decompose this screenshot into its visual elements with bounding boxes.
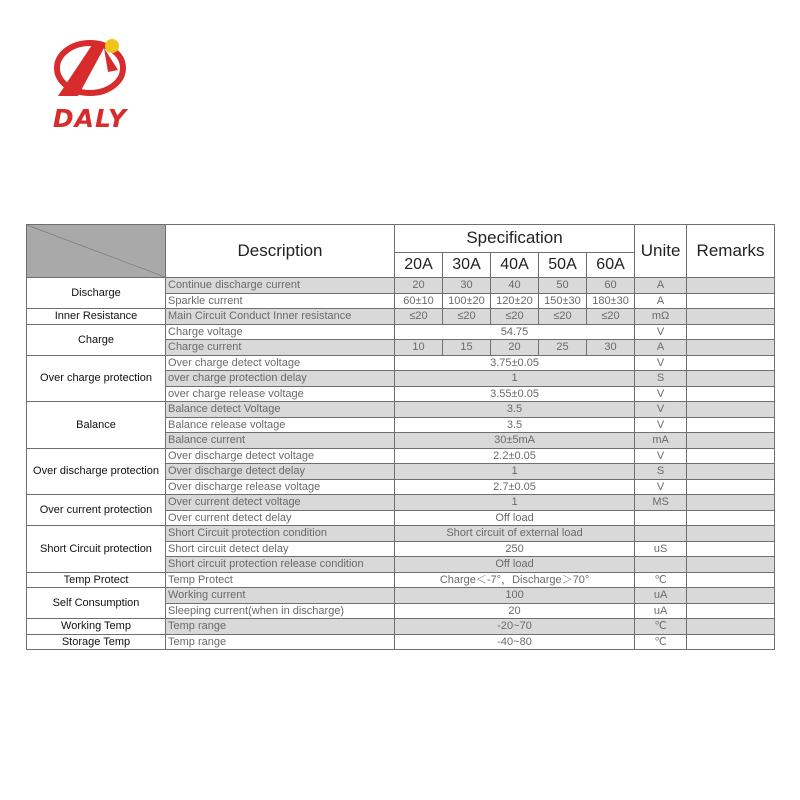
spec-value: 25 — [539, 340, 587, 356]
item-description: Over discharge detect voltage — [166, 448, 395, 464]
unit-value: uA — [635, 588, 687, 604]
item-description: Over discharge release voltage — [166, 479, 395, 495]
item-description: Temp range — [166, 634, 395, 650]
spec-table — [26, 224, 775, 650]
model-header: 50A — [539, 252, 587, 277]
unit-value: V — [635, 355, 687, 371]
unit-value: A — [635, 340, 687, 356]
spec-value: Off load — [395, 510, 635, 526]
remarks-cell — [687, 309, 775, 325]
header-corner — [27, 225, 166, 278]
table-row — [27, 495, 775, 511]
item-description: Continue discharge current — [166, 278, 395, 294]
table-row — [27, 448, 775, 464]
unit-value — [635, 510, 687, 526]
item-description: Sparkle current — [166, 293, 395, 309]
category-label: Discharge — [27, 278, 166, 309]
unit-value: S — [635, 464, 687, 480]
category-label: Storage Temp — [27, 634, 166, 650]
spec-value: 20 — [395, 278, 443, 294]
remarks-cell — [687, 572, 775, 588]
model-header: 30A — [443, 252, 491, 277]
unit-value: mΩ — [635, 309, 687, 325]
item-description: Over charge detect voltage — [166, 355, 395, 371]
spec-value: 50 — [539, 278, 587, 294]
item-description: Over current detect voltage — [166, 495, 395, 511]
spec-value: 54.75 — [395, 324, 635, 340]
spec-value: 180±30 — [587, 293, 635, 309]
category-label: Over current protection — [27, 495, 166, 526]
spec-value: 2.2±0.05 — [395, 448, 635, 464]
item-description: over charge release voltage — [166, 386, 395, 402]
category-label: Temp Protect — [27, 572, 166, 588]
category-label: Over discharge protection — [27, 448, 166, 495]
table-row — [27, 402, 775, 418]
unit-value: V — [635, 402, 687, 418]
unit-value: ℃ — [635, 572, 687, 588]
spec-value: 120±20 — [491, 293, 539, 309]
spec-value: 3.75±0.05 — [395, 355, 635, 371]
spec-value: 1 — [395, 371, 635, 387]
item-description: Balance detect Voltage — [166, 402, 395, 418]
spec-value: 100±20 — [443, 293, 491, 309]
item-description: Working current — [166, 588, 395, 604]
unit-header: Unite — [635, 225, 687, 278]
spec-value: 10 — [395, 340, 443, 356]
unit-value: MS — [635, 495, 687, 511]
remarks-cell — [687, 588, 775, 604]
model-header: 20A — [395, 252, 443, 277]
description-header: Description — [166, 225, 395, 278]
category-label: Balance — [27, 402, 166, 449]
item-description: Main Circuit Conduct Inner resistance — [166, 309, 395, 325]
brand-name: DALY — [52, 104, 128, 133]
daly-logo — [38, 30, 144, 133]
spec-value: 3.5 — [395, 402, 635, 418]
spec-value: 20 — [491, 340, 539, 356]
remarks-cell — [687, 371, 775, 387]
item-description: Balance release voltage — [166, 417, 395, 433]
spec-value: 15 — [443, 340, 491, 356]
model-header: 60A — [587, 252, 635, 277]
category-label: Short Circuit protection — [27, 526, 166, 573]
remarks-cell — [687, 619, 775, 635]
spec-value: ≤20 — [539, 309, 587, 325]
remarks-cell — [687, 634, 775, 650]
spec-value: 1 — [395, 495, 635, 511]
spec-value: 20 — [395, 603, 635, 619]
category-label: Inner Resistance — [27, 309, 166, 325]
unit-value: V — [635, 417, 687, 433]
remarks-cell — [687, 495, 775, 511]
category-label: Working Temp — [27, 619, 166, 635]
category-label: Over charge protection — [27, 355, 166, 402]
table-row — [27, 309, 775, 325]
category-label: Self Consumption — [27, 588, 166, 619]
spec-value: 150±30 — [539, 293, 587, 309]
item-description: Short circuit protection release condition — [166, 557, 395, 573]
spec-value: 30 — [443, 278, 491, 294]
spec-value: 250 — [395, 541, 635, 557]
table-row — [27, 619, 775, 635]
spec-value: 2.7±0.05 — [395, 479, 635, 495]
table-row — [27, 278, 775, 294]
spec-value: Short circuit of external load — [395, 526, 635, 542]
category-label: Charge — [27, 324, 166, 355]
remarks-cell — [687, 433, 775, 449]
table-row — [27, 588, 775, 604]
unit-value: V — [635, 448, 687, 464]
spec-value: ≤20 — [443, 309, 491, 325]
item-description: Charge voltage — [166, 324, 395, 340]
spec-value: 30±5mA — [395, 433, 635, 449]
unit-value: V — [635, 386, 687, 402]
item-description: over charge protection delay — [166, 371, 395, 387]
item-description: Charge current — [166, 340, 395, 356]
unit-value: A — [635, 293, 687, 309]
remarks-cell — [687, 324, 775, 340]
remarks-header: Remarks — [687, 225, 775, 278]
item-description: Short Circuit protection condition — [166, 526, 395, 542]
remarks-cell — [687, 278, 775, 294]
item-description: Sleeping current(when in discharge) — [166, 603, 395, 619]
table-row — [27, 324, 775, 340]
remarks-cell — [687, 293, 775, 309]
spec-value: -40~80 — [395, 634, 635, 650]
remarks-cell — [687, 541, 775, 557]
unit-value: V — [635, 479, 687, 495]
item-description: Short circuit detect delay — [166, 541, 395, 557]
remarks-cell — [687, 603, 775, 619]
unit-value: uA — [635, 603, 687, 619]
remarks-cell — [687, 417, 775, 433]
spec-value: 30 — [587, 340, 635, 356]
spec-value: 60±10 — [395, 293, 443, 309]
remarks-cell — [687, 557, 775, 573]
remarks-cell — [687, 402, 775, 418]
spec-value: 1 — [395, 464, 635, 480]
remarks-cell — [687, 340, 775, 356]
table-row — [27, 634, 775, 650]
spec-value: ≤20 — [491, 309, 539, 325]
item-description: Over discharge detect delay — [166, 464, 395, 480]
spec-value: 40 — [491, 278, 539, 294]
spec-value: Charge＜-7°，Discharge＞70° — [395, 572, 635, 588]
table-row — [27, 572, 775, 588]
spec-value: ≤20 — [395, 309, 443, 325]
unit-value: uS — [635, 541, 687, 557]
remarks-cell — [687, 355, 775, 371]
header-row-1 — [27, 225, 775, 253]
spec-value: 60 — [587, 278, 635, 294]
remarks-cell — [687, 464, 775, 480]
daly-emblem-icon — [52, 30, 130, 104]
spec-value: 3.55±0.05 — [395, 386, 635, 402]
spec-value: ≤20 — [587, 309, 635, 325]
specification-header: Specification — [395, 225, 635, 253]
remarks-cell — [687, 510, 775, 526]
spec-value: 100 — [395, 588, 635, 604]
item-description: Over current detect delay — [166, 510, 395, 526]
unit-value: mA — [635, 433, 687, 449]
unit-value: V — [635, 324, 687, 340]
unit-value: A — [635, 278, 687, 294]
unit-value — [635, 526, 687, 542]
spec-value: Off load — [395, 557, 635, 573]
item-description: Balance current — [166, 433, 395, 449]
unit-value — [635, 557, 687, 573]
spec-value: 3.5 — [395, 417, 635, 433]
unit-value: ℃ — [635, 619, 687, 635]
unit-value: S — [635, 371, 687, 387]
unit-value: ℃ — [635, 634, 687, 650]
item-description: Temp range — [166, 619, 395, 635]
remarks-cell — [687, 448, 775, 464]
remarks-cell — [687, 386, 775, 402]
spec-value: -20~70 — [395, 619, 635, 635]
item-description: Temp Protect — [166, 572, 395, 588]
table-row — [27, 526, 775, 542]
remarks-cell — [687, 479, 775, 495]
remarks-cell — [687, 526, 775, 542]
model-header: 40A — [491, 252, 539, 277]
table-row — [27, 355, 775, 371]
